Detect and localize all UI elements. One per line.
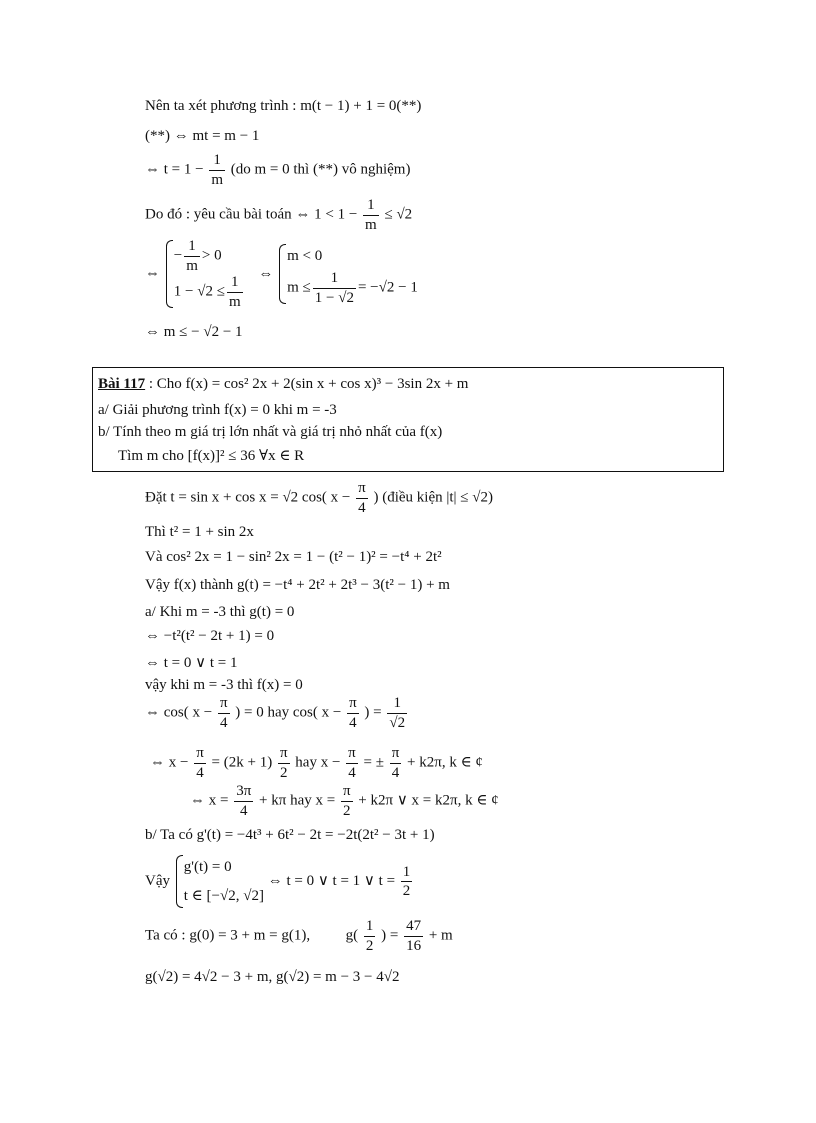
denominator: 16 — [406, 937, 422, 954]
numerator: 47 — [404, 918, 423, 937]
denominator: 4 — [391, 764, 400, 781]
numerator: π — [194, 745, 206, 764]
sol-derivative: b/ Ta có g'(t) = −4t³ + 6t² − 2t = −2t(2t² − 3t + 1) — [145, 827, 435, 843]
sol-cos-identity: Và cos² 2x = 1 − sin² 2x = 1 − (t² − 1)² = −t⁴ + 2t² — [145, 549, 442, 565]
numerator: π — [347, 695, 359, 714]
line-solve-t — [145, 152, 410, 188]
numerator: π — [278, 745, 290, 764]
text: ) (điều kiện |t| ≤ √2) — [373, 489, 493, 506]
text: ⇔ t = 1 − — [145, 161, 204, 178]
text: ⇔ t = 0 ∨ t = 1 ∨ t = — [267, 873, 396, 889]
fraction-pi-over-4 — [347, 695, 359, 731]
denominator: 2 — [342, 802, 351, 819]
fraction-1-over-sqrt2 — [387, 695, 407, 731]
numerator: 1 — [364, 918, 376, 937]
equiv-symbol: ⇔ — [145, 265, 160, 282]
fraction-1-over-m — [363, 197, 379, 233]
denominator: m — [228, 293, 241, 310]
line-equivalent-mt: (**) ⇔ mt = m − 1 — [145, 128, 260, 144]
numerator: π — [390, 745, 402, 764]
denominator: m — [186, 257, 198, 274]
numerator: 3π — [234, 783, 253, 802]
denominator: m — [365, 216, 377, 233]
system-row: g'(t) = 0 — [183, 859, 232, 875]
fraction-3pi-over-4 — [234, 783, 253, 819]
numerator: π — [346, 745, 358, 764]
numerator: 1 — [227, 274, 243, 293]
denominator: 4 — [196, 764, 204, 781]
line-system — [145, 238, 418, 310]
text: ) = — [381, 927, 399, 944]
line-final-result: ⇔ m ≤ − √2 − 1 — [145, 324, 243, 340]
sol-g-values — [145, 918, 453, 954]
denominator: 4 — [349, 714, 357, 731]
system-row — [174, 274, 245, 310]
fraction-pi-over-2 — [341, 783, 353, 819]
system-right — [277, 242, 418, 307]
text: hay x − — [295, 754, 341, 771]
text: > 0 — [201, 247, 222, 264]
system-left — [164, 238, 245, 310]
fraction-1-over-m — [227, 274, 243, 310]
text: = −√2 − 1 — [357, 279, 418, 296]
numerator: π — [341, 783, 353, 802]
fraction-1-over-m — [184, 238, 200, 274]
system-row — [174, 238, 245, 274]
text: Do đó : yêu cầu bài toán ⇔ 1 < 1 − — [145, 206, 358, 223]
denominator: 2 — [402, 883, 411, 899]
fraction-1-over-m — [209, 152, 225, 188]
sol-g-sqrt2: g(√2) = 4√2 − 3 + m, g(√2) = m − 3 − 4√2 — [145, 969, 400, 985]
denominator: 1 − √2 — [314, 289, 354, 306]
fraction-pi-over-4 — [390, 745, 402, 781]
text: Vậy — [145, 873, 170, 889]
fraction-1-over-1-minus-sqrt2 — [313, 270, 356, 306]
fraction-pi-over-4 — [218, 695, 230, 731]
fraction-pi-over-4 — [346, 745, 358, 781]
fraction-47-over-16 — [404, 918, 423, 954]
denominator: 4 — [358, 499, 366, 516]
numerator: 1 — [401, 864, 413, 883]
text: Ta có : g(0) = 3 + m = g(1), — [145, 927, 311, 944]
system-derivative — [174, 853, 264, 910]
numerator: 1 — [184, 238, 200, 257]
text: ≤ √2 — [384, 206, 413, 223]
text: = (2k + 1) — [211, 754, 273, 771]
problem-statement — [98, 377, 468, 392]
sol-factor: ⇔ −t²(t² − 2t + 1) = 0 — [145, 628, 275, 644]
denominator: 2 — [365, 937, 374, 954]
system-row — [287, 270, 418, 306]
denominator: m — [211, 171, 224, 188]
problem-part-a: a/ Giải phương trình f(x) = 0 khi m = -3 — [98, 402, 337, 418]
text: Đặt t = sin x + cos x = √2 cos( x − — [145, 489, 351, 506]
denominator: 4 — [219, 714, 228, 731]
sol-conclusion-a: vậy khi m = -3 thì f(x) = 0 — [145, 677, 303, 693]
text: ⇔ cos( x − — [145, 704, 213, 721]
problem-part-b: b/ Tính theo m giá trị lớn nhất và giá trị nhỏ nhất của f(x) — [98, 424, 443, 440]
equiv-symbol: ⇔ — [258, 265, 274, 282]
sol-x-solutions-1 — [150, 745, 483, 781]
problem-text: : Cho f(x) = cos² 2x + 2(sin x + cos x)³ − 3sin 2x + m — [148, 376, 469, 392]
problem-part-c: Tìm m cho [f(x)]² ≤ 36 ∀x ∈ R — [118, 448, 305, 464]
line-equation-intro: Nên ta xét phương trình : m(t − 1) + 1 = 0(**) — [145, 98, 422, 114]
denominator: 4 — [240, 802, 248, 819]
numerator: 1 — [363, 197, 379, 216]
text: g( — [345, 927, 359, 944]
text: ) = 0 hay cos( x − — [235, 704, 342, 721]
text: + k2π, k ∈ ¢ — [407, 754, 483, 771]
sol-substitution — [145, 480, 493, 516]
sol-t-squared: Thì t² = 1 + sin 2x — [145, 524, 254, 540]
text: = ± — [363, 754, 384, 771]
fraction-pi-over-2 — [278, 745, 290, 781]
text: m ≤ — [287, 279, 311, 296]
numerator: 1 — [313, 270, 356, 289]
text: ⇔ x − — [150, 754, 189, 771]
text: + k2π ∨ x = k2π, k ∈ ¢ — [358, 792, 499, 809]
denominator: 4 — [348, 764, 356, 781]
numerator: 1 — [209, 152, 225, 171]
system-row: t ∈ [−√2, √2] — [183, 887, 264, 904]
fraction-1-over-2 — [364, 918, 376, 954]
text: − — [173, 247, 183, 264]
fraction-1-over-2 — [401, 864, 413, 900]
numerator: π — [356, 480, 368, 499]
text: (do m = 0 thì (**) vô nghiệm) — [230, 161, 411, 178]
text: ) = — [364, 704, 382, 721]
denominator: 2 — [280, 764, 288, 781]
sol-x-solutions-2 — [190, 783, 499, 819]
text: + m — [428, 927, 453, 944]
fraction-pi-over-4 — [194, 745, 206, 781]
line-requirement — [145, 197, 412, 233]
numerator: π — [218, 695, 230, 714]
sol-roots: ⇔ t = 0 ∨ t = 1 — [145, 655, 238, 671]
numerator: 1 — [387, 695, 407, 714]
system-row: m < 0 — [287, 247, 323, 264]
sol-critical-points — [145, 853, 414, 910]
fraction-pi-over-4 — [356, 480, 368, 516]
sol-g-of-t: Vậy f(x) thành g(t) = −t⁴ + 2t² + 2t³ − 3(t² − 1) + m — [145, 577, 450, 593]
text: 1 − √2 ≤ — [173, 283, 225, 300]
text: ⇔ x = — [190, 792, 229, 809]
text: + kπ hay x = — [259, 792, 336, 809]
sol-part-a: a/ Khi m = -3 thì g(t) = 0 — [145, 604, 295, 620]
denominator: √2 — [389, 714, 406, 731]
problem-title: Bài 117 — [98, 376, 146, 392]
sol-cos-equations — [145, 695, 409, 731]
